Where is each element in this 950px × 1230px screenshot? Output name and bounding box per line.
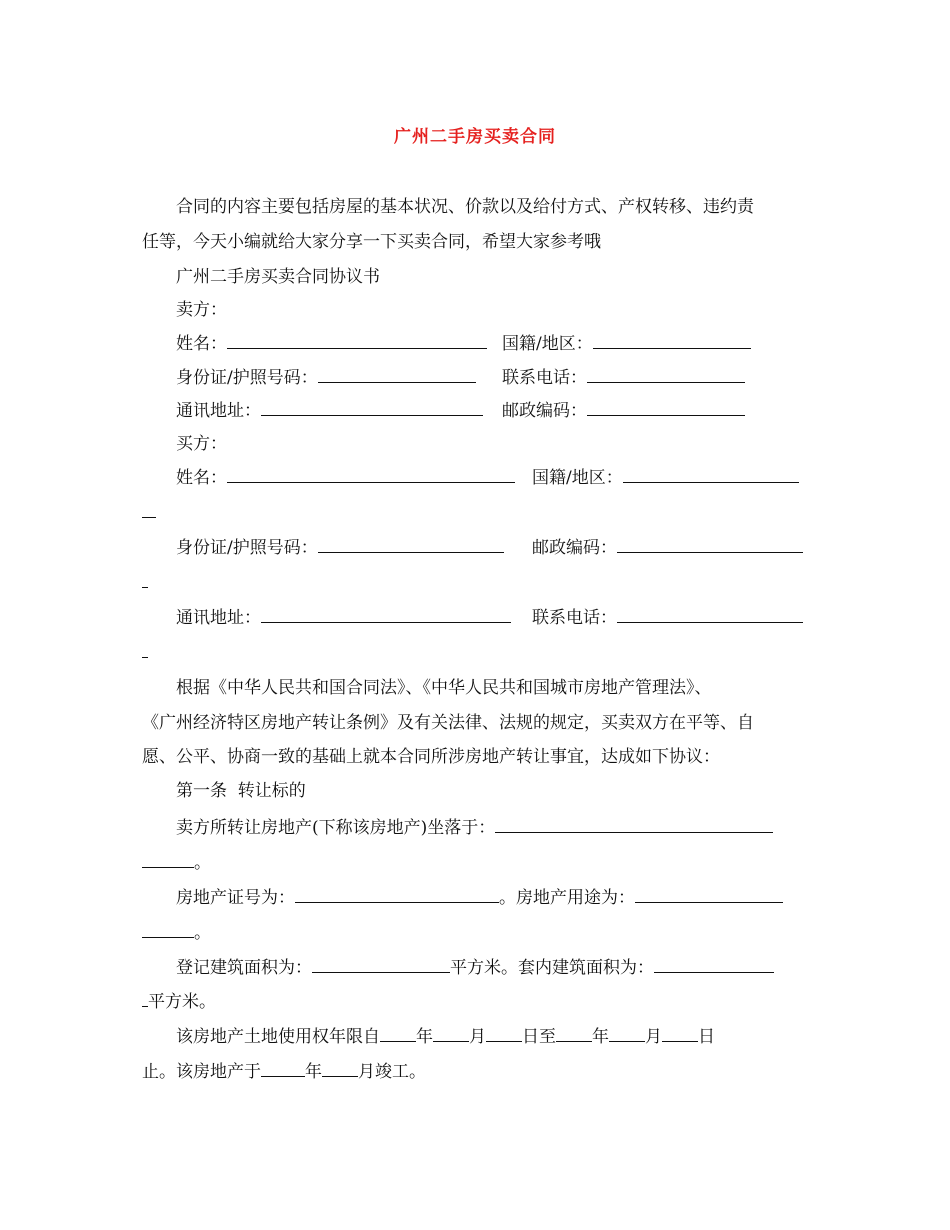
use-field-cont[interactable] (142, 922, 194, 938)
buyer-id-label: 身份证/护照号码： (176, 538, 318, 558)
end-year-field[interactable] (556, 1026, 592, 1042)
buyer-name-field[interactable] (227, 467, 515, 483)
buyer-phone-field[interactable] (617, 607, 803, 623)
completed-label: 月竣工。 (358, 1062, 426, 1082)
buyer-address-field[interactable] (261, 607, 511, 623)
completion-year-field[interactable] (261, 1061, 305, 1077)
intro-line-1: 合同的内容主要包括房屋的基本状况、价款以及给付方式、产权转移、违约责 (176, 197, 754, 217)
year-label-1: 年 (416, 1027, 433, 1047)
month-label-1: 月 (469, 1027, 486, 1047)
seller-id-field[interactable] (318, 367, 476, 383)
buyer-postcode-field[interactable] (617, 537, 803, 553)
seller-postcode-field[interactable] (587, 400, 745, 416)
buyer-address-row (176, 607, 511, 629)
buyer-postcode-label: 邮政编码： (532, 538, 617, 558)
seller-phone-label: 联系电话： (502, 368, 587, 388)
end-day-field[interactable] (662, 1026, 698, 1042)
location-label: 卖方所转让房地产(下称该房地产)坐落于： (176, 818, 496, 838)
location-period: 。 (194, 853, 211, 873)
sqm-end: 平方米。 (148, 992, 216, 1012)
buyer-nationality-field-cont[interactable] (142, 502, 156, 518)
end-month-field[interactable] (609, 1026, 645, 1042)
buyer-phone-row (532, 607, 803, 629)
location-field-cont[interactable] (142, 852, 194, 868)
seller-name-label: 姓名： (176, 334, 227, 354)
day-end-label: 日 (698, 1027, 715, 1047)
day-to-label: 日至 (522, 1027, 556, 1047)
location-row (176, 817, 773, 839)
buyer-id-row (176, 537, 504, 559)
seller-address-field[interactable] (261, 400, 483, 416)
seller-id-label: 身份证/护照号码： (176, 368, 318, 388)
buyer-address-label: 通讯地址： (176, 608, 261, 628)
stop-prefix: 止。该房地产于 (142, 1062, 261, 1082)
intro-line-2: 任等，今天小编就给大家分享一下买卖合同，希望大家参考哦 (142, 232, 601, 252)
use-period: 。 (194, 923, 211, 943)
seller-name-row (176, 333, 487, 355)
year-label-3: 年 (305, 1062, 322, 1082)
completion-month-field[interactable] (322, 1061, 358, 1077)
seller-heading: 卖方： (176, 300, 227, 320)
completion-row (142, 1061, 426, 1083)
buyer-name-row (176, 467, 515, 489)
buyer-phone-field-cont[interactable] (142, 642, 148, 658)
area-row (176, 957, 774, 979)
start-month-field[interactable] (433, 1026, 469, 1042)
use-row-cont (142, 922, 211, 944)
seller-postcode-label: 邮政编码： (502, 401, 587, 421)
location-row-cont (142, 852, 211, 874)
buyer-postcode-overflow (142, 572, 148, 594)
use-label: 。房地产用途为： (499, 888, 635, 908)
cert-use-row (176, 887, 783, 909)
buyer-postcode-row (532, 537, 803, 559)
land-prefix: 该房地产土地使用权年限自 (176, 1027, 380, 1047)
buyer-nationality-label: 国籍/地区： (532, 468, 623, 488)
inner-area-field[interactable] (654, 957, 774, 973)
agreement-subtitle: 广州二手房买卖合同协议书 (176, 267, 380, 287)
use-field[interactable] (635, 887, 783, 903)
basis-line-2: 《广州经济特区房地产转让条例》及有关法律、法规的规定，买卖双方在平等、自 (142, 713, 754, 733)
month-label-2: 月 (645, 1027, 662, 1047)
seller-name-field[interactable] (227, 333, 487, 349)
buyer-phone-overflow (142, 642, 148, 664)
buyer-phone-label: 联系电话： (532, 608, 617, 628)
start-day-field[interactable] (486, 1026, 522, 1042)
reg-area-label: 登记建筑面积为： (176, 958, 312, 978)
seller-id-row (176, 367, 476, 389)
cert-label: 房地产证号为： (176, 888, 295, 908)
sqm-inner-label: 平方米。套内建筑面积为： (450, 958, 654, 978)
land-use-term-row (176, 1026, 715, 1048)
cert-number-field[interactable] (295, 887, 499, 903)
seller-nationality-row (502, 333, 751, 355)
buyer-nationality-overflow (142, 502, 156, 524)
article-1-heading: 第一条 转让标的 (176, 781, 306, 801)
start-year-field[interactable] (380, 1026, 416, 1042)
seller-address-label: 通讯地址： (176, 401, 261, 421)
seller-phone-field[interactable] (587, 367, 745, 383)
buyer-name-label: 姓名： (176, 468, 227, 488)
seller-address-row (176, 400, 483, 422)
buyer-id-field[interactable] (318, 537, 504, 553)
seller-nationality-label: 国籍/地区： (502, 334, 593, 354)
buyer-nationality-field[interactable] (623, 467, 799, 483)
basis-line-1: 根据《中华人民共和国合同法》、《中华人民共和国城市房地产管理法》、 (176, 678, 712, 698)
seller-phone-row (502, 367, 745, 389)
basis-line-3: 愿、公平、协商一致的基础上就本合同所涉房地产转让事宜，达成如下协议： (142, 747, 720, 767)
buyer-nationality-row (532, 467, 799, 489)
area-row-cont (142, 991, 216, 1013)
seller-postcode-row (502, 400, 745, 422)
document-title: 广州二手房买卖合同 (394, 127, 556, 147)
location-field[interactable] (495, 817, 773, 833)
reg-area-field[interactable] (312, 957, 450, 973)
year-label-2: 年 (592, 1027, 609, 1047)
buyer-postcode-field-cont[interactable] (142, 572, 148, 588)
seller-nationality-field[interactable] (593, 333, 751, 349)
buyer-heading: 买方： (176, 434, 227, 454)
